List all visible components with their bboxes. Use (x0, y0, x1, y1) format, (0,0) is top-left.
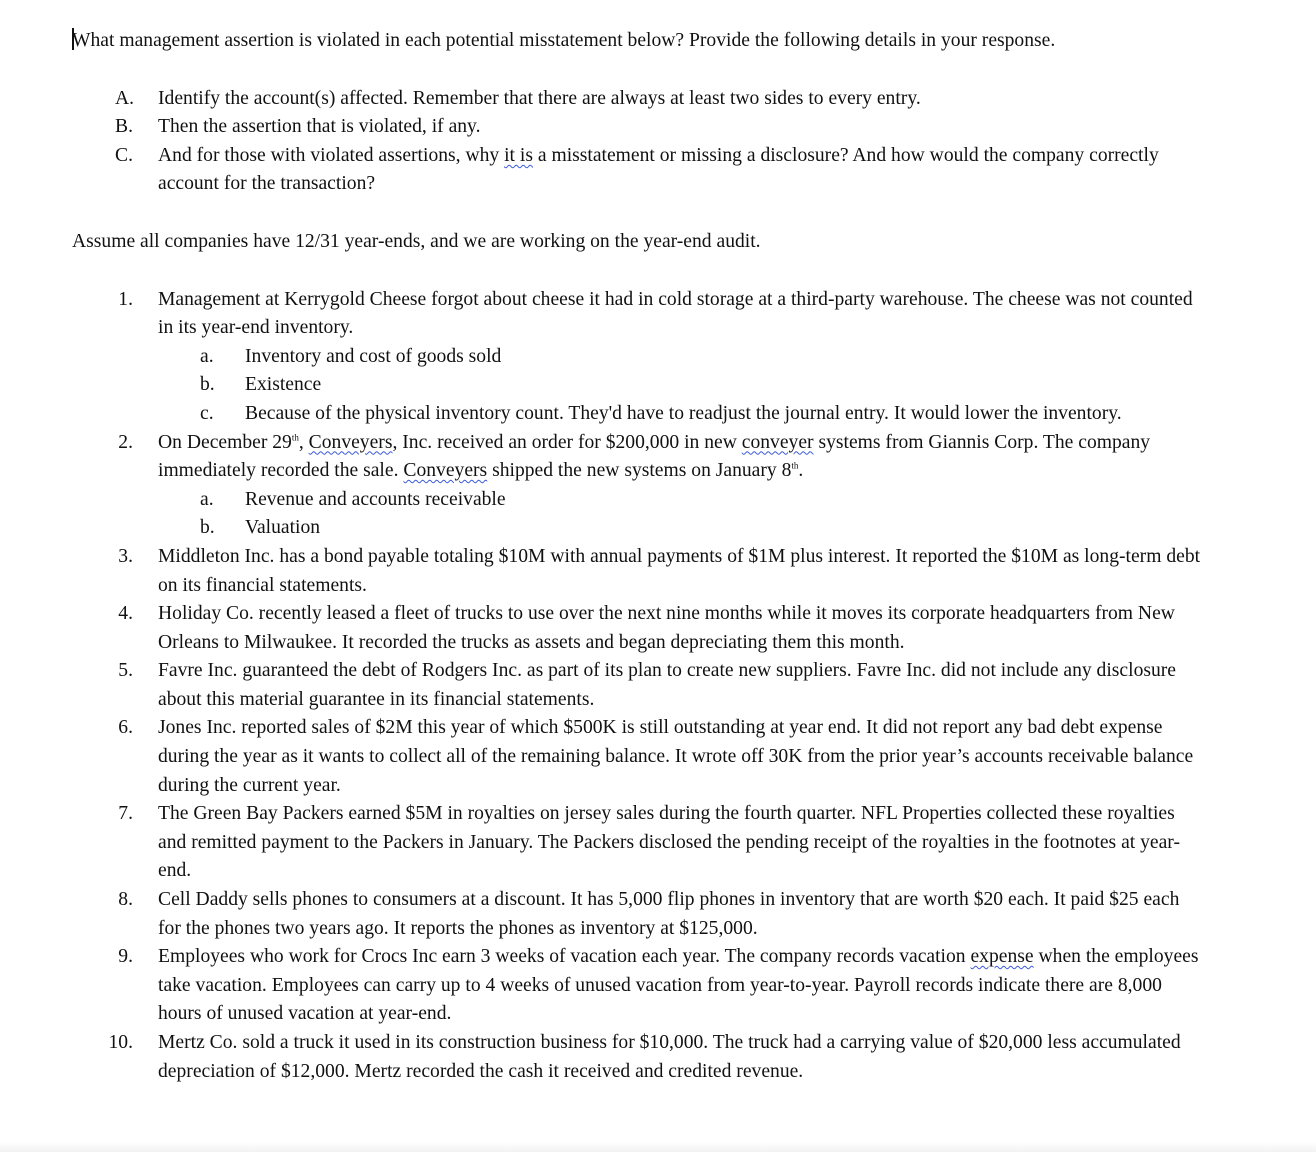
problem-text: Holiday Co. recently leased a fleet of trucks to use over the next nine months while it moves its corporate headquarters from New Orleans to Milwaukee. It recorded the trucks as assets and began depreciating them this month. (158, 603, 1175, 653)
question-paragraph (72, 27, 1202, 56)
problem-text: The Green Bay Packers earned $5M in royalties on jersey sales during the fourth quarter. NFL Properties collected these royalties and remitted payment to the Packers in January. The Packers disclosed the pending receipt of the royalties in the footnotes at year-end. (158, 803, 1180, 882)
list-number: 10. (108, 1032, 133, 1053)
answer-item (72, 486, 1202, 515)
instruction-text: Then the assertion that is violated, if any. (158, 116, 481, 138)
problem-text: Mertz Co. sold a truck it used in its construction business for $10,000. The truck had a carrying value of $20,000 less accumulated depreciation of $12,000. Mertz recorded the cash it received and credited revenue. (158, 1032, 1181, 1082)
question-text: What management assertion is violated in each potential misstatement below? Provide the following details in your response. (72, 30, 1056, 51)
list-marker: B. (115, 116, 133, 138)
instruction-item-a (72, 85, 1202, 114)
answer-text: Valuation (245, 517, 321, 539)
grammar-flag[interactable]: expense (970, 946, 1034, 968)
list-number: 9. (118, 946, 133, 968)
list-number: 5. (118, 660, 133, 682)
list-number: 6. (118, 717, 133, 739)
assumption-paragraph: Assume all companies have 12/31 year-ends, and we are working on the year-end audit. (72, 230, 761, 252)
problem-item-10 (72, 1029, 1202, 1086)
problem-item-9 (72, 943, 1202, 1029)
answer-text: Existence (245, 374, 322, 396)
problem-item-6 (72, 714, 1202, 800)
problem-item-2 (72, 429, 1202, 486)
list-marker: C. (115, 144, 133, 166)
problem-text: Management at Kerrygold Cheese forgot about cheese it had in cold storage at a third-party warehouse. The cheese was not counted in its year-end inventory. (158, 288, 1193, 339)
answer-text: Revenue and accounts receivable (245, 488, 506, 510)
problem-list (72, 286, 1202, 1087)
list-marker: A. (115, 87, 135, 109)
list-number: 2. (118, 431, 133, 453)
list-number: 1. (118, 288, 133, 310)
instruction-list (72, 85, 1202, 199)
list-marker: b. (200, 374, 215, 396)
instruction-text: And for those with violated assertions, why it is a misstatement or missing a disclosure? And how would the company correctly account for the transaction? (158, 144, 1159, 195)
problem-text: Cell Daddy sells phones to consumers at a discount. It has 5,000 flip phones in inventory that are worth $20 each. It paid $25 each for the phones two years ago. It reports the phones as inventory at $125,000. (158, 889, 1180, 939)
grammar-flag[interactable]: it is (504, 144, 533, 166)
answer-text: Because of the physical inventory count. They'd have to readjust the journal entry. It would lower the inventory. (245, 402, 1122, 424)
page-bottom-edge (0, 1142, 1316, 1152)
problem-text: Jones Inc. reported sales of $2M this year of which $500K is still outstanding at year end. It did not report any bad debt expense during the year as it wants to collect all of the remaining balance. It wrote off 30K from the prior year’s accounts receivable balance during the current year. (158, 717, 1194, 796)
instruction-text: Identify the account(s) affected. Remember that there are always at least two sides to every entry. (158, 87, 921, 109)
spelling-flag[interactable]: Conveyers (308, 431, 393, 453)
list-marker: a. (200, 345, 214, 367)
answer-item (72, 343, 1202, 372)
list-number: 8. (118, 889, 133, 911)
problem-item-7 (72, 800, 1202, 886)
problem-item-8 (72, 886, 1202, 943)
problem-text: On December 29th, Conveyers, Inc. received an order for $200,000 in new conveyer systems from Giannis Corp. The company immediately recorded the sale. Conveyers shipped the new systems on January 8th. (158, 431, 1151, 482)
instruction-item-b (72, 113, 1202, 142)
answer-item (72, 514, 1202, 543)
list-number: 3. (118, 545, 133, 567)
list-marker: b. (200, 517, 215, 539)
document-page[interactable] (72, 27, 1202, 1086)
problem-item-5 (72, 657, 1202, 714)
answer-item (72, 371, 1202, 400)
list-number: 4. (118, 603, 133, 625)
problem-item-3 (72, 543, 1202, 600)
answer-text: Inventory and cost of goods sold (245, 345, 502, 367)
list-marker: c. (200, 402, 214, 424)
problem-text: Favre Inc. guaranteed the debt of Rodgers Inc. as part of its plan to create new suppliers. Favre Inc. did not include any disclosure about this material guarantee in its financial statements. (158, 660, 1177, 710)
list-number: 7. (118, 803, 133, 825)
problem-text: Employees who work for Crocs Inc earn 3 weeks of vacation each year. The company records vacation expense when the employees take vacation. Employees can carry up to 4 weeks of unused vacation from year-to-year. Payroll records indicate there are 8,000 hours of unused vacation at year-end. (158, 946, 1199, 1025)
instruction-item-c (72, 142, 1202, 199)
spelling-flag[interactable]: Conveyers (403, 460, 488, 482)
list-marker: a. (200, 488, 214, 510)
problem-item-4 (72, 600, 1202, 657)
problem-text: Middleton Inc. has a bond payable totaling $10M with annual payments of $1M plus interest. It reported the $10M as long-term debt on its financial statements. (158, 545, 1201, 596)
spelling-flag[interactable]: conveyer (741, 431, 814, 453)
answer-item (72, 400, 1202, 429)
problem-item-1 (72, 286, 1202, 343)
